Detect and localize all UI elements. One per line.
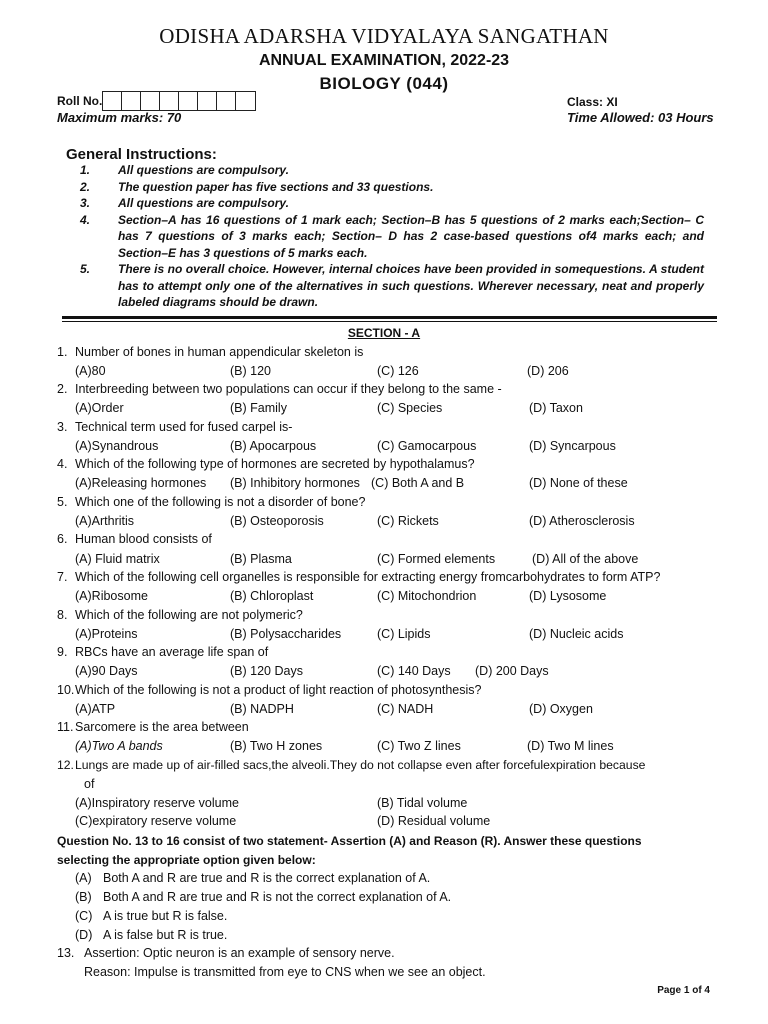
option-a: (A)Two A bands [75,739,163,753]
option-b: (B) 120 [230,364,271,378]
option-d: (D) Taxon [529,401,583,415]
option-b: (B) Plasma [230,552,292,566]
option-b: (B) Chloroplast [230,589,314,603]
option-d: (D) Syncarpous [529,439,616,453]
option-c: (C) Species [377,401,443,415]
question-6 [57,532,212,546]
question-3 [57,420,292,434]
instruction-item [80,212,704,262]
question-number: 7. [57,570,68,584]
question-text: RBCs have an average life span of [75,645,269,659]
ar-option-b [75,890,451,904]
question-text: Which one of the following is not a disorder of bone? [75,495,366,509]
option-c: (C) 126 [377,364,419,378]
question-text: Which of the following type of hormones are secreted by hypothalamus? [75,457,475,471]
roll-box [141,92,160,110]
option-d: (D) Lysosome [529,589,607,603]
option-d: (D) Nucleic acids [529,627,624,641]
assertion-reason-intro-line2: selecting the appropriate option given below: [57,853,316,867]
option-b: (B) Family [230,401,287,415]
question-number: 13. [57,946,75,960]
option-b: (B) Inhibitory hormones [230,476,360,490]
question-text: Technical term used for fused carpel is- [75,420,293,434]
section-divider-thick [62,316,717,319]
organization-title: ODISHA ADARSHA VIDYALAYA SANGATHAN [159,24,609,48]
instruction-number: 4. [80,212,91,227]
ar-option-label: (A) [75,871,92,885]
question-12 [57,758,645,772]
option-d: (D) Two M lines [527,739,614,753]
option-a: (A)Arthritis [75,514,135,528]
question-text: Which of the following is not a product of light reaction of photosynthesis? [75,683,482,697]
question-5 [57,495,365,509]
option-b: (B) NADPH [230,702,294,716]
roll-box [160,92,179,110]
question-text: Sarcomere is the area between [75,720,249,734]
question-11 [57,720,249,734]
option-a: (A)Inspiratory reserve volume [75,796,239,810]
instruction-text: All questions are compulsory. [118,163,289,177]
instruction-text: All questions are compulsory. [118,196,289,210]
option-b: (B) Two H zones [230,739,323,753]
instruction-item [80,261,704,311]
ar-option-text: A is false but R is true. [103,928,228,942]
question-number: 5. [57,495,68,509]
option-a: (A)90 Days [75,664,138,678]
question-number: 9. [57,645,68,659]
assertion-text: Assertion: Optic neuron is an example of sensory nerve. [84,946,395,960]
roll-number-label: Roll No. [57,94,103,108]
option-b: (B) Tidal volume [377,796,468,810]
instruction-number: 1. [80,163,91,177]
question-text: Lungs are made up of air-filled sacs,the alveoli.They do not collapse even after forcefulexpiration because [75,758,646,772]
roll-box [236,92,255,110]
option-c: (C) Both A and B [371,476,465,490]
ar-option-text: Both A and R are true and R is not the correct explanation of A. [103,890,452,904]
question-9 [57,645,268,659]
section-divider-thin [62,321,717,322]
option-c: (C)expiratory reserve volume [75,814,237,828]
question-number: 3. [57,420,68,434]
instruction-text: There is no overall choice. However, internal choices have been provided in somequestions. A student has to attempt only one of the alternatives in such questions. Wherever necessary, neat and properly labeled diagrams should be drawn. [118,262,704,309]
option-a: (A) Fluid matrix [75,552,160,566]
question-number: 8. [57,608,68,622]
section-a-heading: SECTION - A [347,326,421,340]
time-allowed: Time Allowed: 03 Hours [567,110,714,125]
option-d: (D) Atherosclerosis [529,514,635,528]
option-b: (B) Polysaccharides [230,627,342,641]
option-c: (C) Two Z lines [377,739,461,753]
instruction-number: 3. [80,196,91,210]
ar-option-a [75,871,430,885]
instruction-number: 2. [80,179,91,194]
question-number: 6. [57,532,68,546]
option-c: (C) Gamocarpous [377,439,477,453]
question-7 [57,570,660,584]
option-b: (B) 120 Days [230,664,303,678]
exam-title: ANNUAL EXAMINATION, 2022-23 [258,52,510,69]
option-c: (C) Lipids [377,627,431,641]
question-number: 2. [57,382,68,396]
question-number: 12. [57,758,74,772]
question-text: Which of the following are not polymeric? [75,608,303,622]
option-d: (D) Oxygen [529,702,593,716]
instruction-item [80,162,704,179]
class-label: Class: XI [567,95,618,109]
ar-option-c [75,909,227,923]
option-d: (D) All of the above [532,552,639,566]
instruction-item [80,195,704,212]
question-text: Which of the following cell organelles is responsible for extracting energy fromcarbohydrates to form ATP? [75,570,661,584]
page-number: Page 1 of 4 [657,985,710,996]
option-c: (C) Rickets [377,514,439,528]
question-13 [57,946,395,960]
option-a: (A)Order [75,401,124,415]
question-text: Human blood consists of [75,532,212,546]
option-c: (C) NADH [377,702,434,716]
instruction-number: 5. [80,262,91,276]
option-d: (D) 206 [527,364,569,378]
roll-box [179,92,198,110]
roll-box [103,92,122,110]
question-number: 1. [57,345,68,359]
option-c: (C) Formed elements [377,552,496,566]
ar-option-label: (C) [75,909,93,923]
reason-text: Reason: Impulse is transmitted from eye to CNS when we see an object. [84,965,486,979]
roll-box [217,92,236,110]
option-d: (D) 200 Days [475,664,549,678]
question-8 [57,608,303,622]
option-d: (D) Residual volume [377,814,491,828]
ar-option-label: (B) [75,890,92,904]
option-a: (A)Releasing hormones [75,476,207,490]
question-12-continuation: of [84,777,95,791]
question-text: Number of bones in human appendicular skeleton is [75,345,364,359]
option-a: (A)80 [75,364,106,378]
ar-option-text: Both A and R are true and R is the correct explanation of A. [103,871,431,885]
question-4 [57,457,475,471]
maximum-marks: Maximum marks: 70 [57,110,182,125]
assertion-reason-intro: Question No. 13 to 16 consist of two statement- Assertion (A) and Reason (R). Answer these questions [57,834,642,848]
roll-box [122,92,141,110]
question-number: 11. [57,720,74,734]
question-1 [57,345,363,359]
question-2 [57,382,502,396]
ar-option-d [75,928,227,942]
question-number: 10. [57,683,75,697]
instruction-text: Section–A has 16 questions of 1 mark each; Section–B has 5 questions of 2 marks each;Section– C has 7 questions of 3 marks each; Section– D has 2 case-based questions of4 marks each; and Section–E has 3 questions of 5 marks each. [118,212,704,260]
option-b: (B) Apocarpous [230,439,317,453]
option-c: (C) Mitochondrion [377,589,477,603]
question-10 [57,683,481,697]
subject-title: BIOLOGY (044) [319,74,449,93]
instructions-list [80,162,704,311]
option-a: (A)Proteins [75,627,138,641]
option-b: (B) Osteoporosis [230,514,324,528]
instruction-item [80,179,704,196]
question-number: 4. [57,457,68,471]
option-a: (A)ATP [75,702,116,716]
option-a: (A)Synandrous [75,439,159,453]
roll-number-boxes [102,91,256,111]
ar-option-text: A is true but R is false. [103,909,228,923]
roll-box [198,92,217,110]
instruction-text: The question paper has five sections and 33 questions. [118,179,434,194]
instructions-heading: General Instructions: [66,146,217,163]
question-text: Interbreeding between two populations can occur if they belong to the same - [75,382,502,396]
option-a: (A)Ribosome [75,589,148,603]
ar-option-label: (D) [75,928,93,942]
option-d: (D) None of these [529,476,628,490]
option-c: (C) 140 Days [377,664,451,678]
